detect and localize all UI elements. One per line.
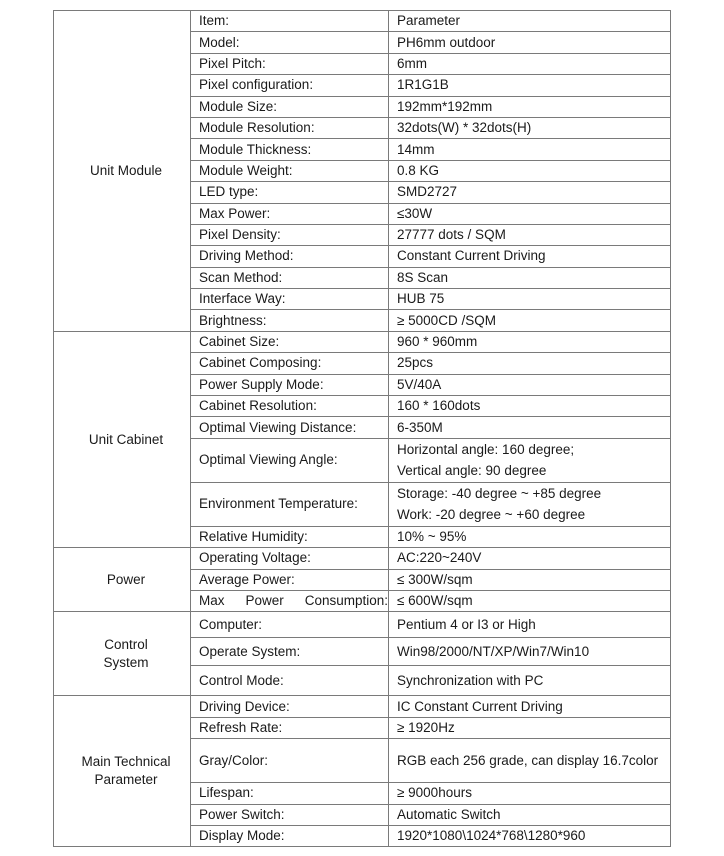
- group-label: Parameter: [94, 772, 158, 788]
- spec-value: 8S Scan: [389, 267, 671, 288]
- spec-value: Synchronization with PC: [389, 666, 671, 696]
- group-label: Control: [104, 636, 148, 652]
- spec-label: Optimal Viewing Angle:: [191, 438, 389, 482]
- spec-label: Cabinet Size:: [191, 331, 389, 352]
- spec-table: [53, 10, 671, 847]
- spec-label: Gray/Color:: [191, 739, 389, 783]
- spec-value: ≥ 1920Hz: [389, 717, 671, 738]
- spec-value: RGB each 256 grade, can display 16.7color: [389, 739, 671, 783]
- spec-value-line: Storage: -40 degree ~ +85 degree: [397, 485, 602, 501]
- spec-label: Module Thickness:: [191, 139, 389, 160]
- spec-value: HUB 75: [389, 289, 671, 310]
- spec-label: Power Supply Mode:: [191, 374, 389, 395]
- spec-label: Interface Way:: [191, 289, 389, 310]
- spec-value: 10% ~ 95%: [389, 526, 671, 547]
- spec-value-line: Work: -20 degree ~ +60 degree: [397, 506, 586, 522]
- table-row: [54, 696, 671, 717]
- spec-label: Max Power:: [191, 203, 389, 224]
- spec-value: Automatic Switch: [389, 804, 671, 825]
- spec-value: ≤ 600W/sqm: [389, 590, 671, 611]
- group-label: Unit Cabinet: [88, 431, 164, 447]
- group-label: Main Technical: [81, 754, 171, 770]
- spec-value-line: Vertical angle: 90 degree: [397, 462, 547, 478]
- spec-value: 25pcs: [389, 353, 671, 374]
- spec-label: Item:: [191, 11, 389, 32]
- spec-label: Average Power:: [191, 569, 389, 590]
- spec-label: Pixel configuration:: [191, 75, 389, 96]
- spec-label: Computer:: [191, 612, 389, 638]
- spec-label: Brightness:: [191, 310, 389, 331]
- group-unit-module: [54, 11, 191, 332]
- spec-value: Win98/2000/NT/XP/Win7/Win10: [389, 638, 671, 666]
- spec-value: 27777 dots / SQM: [389, 224, 671, 245]
- table-row: [54, 331, 671, 352]
- spec-label: Driving Device:: [191, 696, 389, 717]
- spec-value: 14mm: [389, 139, 671, 160]
- spec-value: 1920*1080\1024*768\1280*960: [389, 825, 671, 846]
- spec-label: Lifespan:: [191, 783, 389, 804]
- spec-label: Pixel Pitch:: [191, 53, 389, 74]
- spec-value: [389, 482, 671, 526]
- spec-value: 5V/40A: [389, 374, 671, 395]
- group-unit-cabinet: [54, 331, 191, 547]
- group-control-system: [54, 612, 191, 696]
- spec-label: Driving Method:: [191, 246, 389, 267]
- group-label: System: [103, 654, 149, 670]
- spec-label: Module Resolution:: [191, 117, 389, 138]
- spec-value: SMD2727: [389, 182, 671, 203]
- spec-label: Module Weight:: [191, 160, 389, 181]
- spec-value: 32dots(W) * 32dots(H): [389, 117, 671, 138]
- spec-label: Refresh Rate:: [191, 717, 389, 738]
- spec-value: 0.8 KG: [389, 160, 671, 181]
- group-label: Power: [106, 571, 146, 587]
- spec-value: PH6mm outdoor: [389, 32, 671, 53]
- spec-value: [389, 438, 671, 482]
- table-row: [54, 11, 671, 32]
- spec-value: Parameter: [389, 11, 671, 32]
- spec-value: 6mm: [389, 53, 671, 74]
- spec-value: 6-350M: [389, 417, 671, 438]
- spec-value: 160 * 160dots: [389, 396, 671, 417]
- spec-label: Optimal Viewing Distance:: [191, 417, 389, 438]
- spec-value: 1R1G1B: [389, 75, 671, 96]
- spec-label: Cabinet Resolution:: [191, 396, 389, 417]
- spec-value: ≥ 5000CD /SQM: [389, 310, 671, 331]
- spec-label: Scan Method:: [191, 267, 389, 288]
- spec-label: Relative Humidity:: [191, 526, 389, 547]
- spec-value-line: Horizontal angle: 160 degree;: [397, 441, 575, 457]
- spec-value: Constant Current Driving: [389, 246, 671, 267]
- spec-label: Operating Voltage:: [191, 548, 389, 569]
- table-row: [54, 612, 671, 638]
- table-row: [54, 548, 671, 569]
- spec-value: Pentium 4 or I3 or High: [389, 612, 671, 638]
- spec-label: Environment Temperature:: [191, 482, 389, 526]
- spec-label: Control Mode:: [191, 666, 389, 696]
- spec-label: Model:: [191, 32, 389, 53]
- spec-label: Operate System:: [191, 638, 389, 666]
- spec-label: Module Size:: [191, 96, 389, 117]
- spec-label: Cabinet Composing:: [191, 353, 389, 374]
- group-label: Unit Module: [89, 162, 163, 178]
- spec-label: LED type:: [191, 182, 389, 203]
- spec-label: Max Power Consumption:: [191, 590, 389, 611]
- spec-label: Pixel Density:: [191, 224, 389, 245]
- spec-value: ≥ 9000hours: [389, 783, 671, 804]
- group-power: [54, 548, 191, 612]
- spec-value: ≤30W: [389, 203, 671, 224]
- spec-value: ≤ 300W/sqm: [389, 569, 671, 590]
- spec-label: Display Mode:: [191, 825, 389, 846]
- spec-label: Power Switch:: [191, 804, 389, 825]
- spec-value: IC Constant Current Driving: [389, 696, 671, 717]
- group-main-technical-parameter: [54, 696, 191, 847]
- spec-value: AC:220~240V: [389, 548, 671, 569]
- spec-value: 192mm*192mm: [389, 96, 671, 117]
- spec-value: 960 * 960mm: [389, 331, 671, 352]
